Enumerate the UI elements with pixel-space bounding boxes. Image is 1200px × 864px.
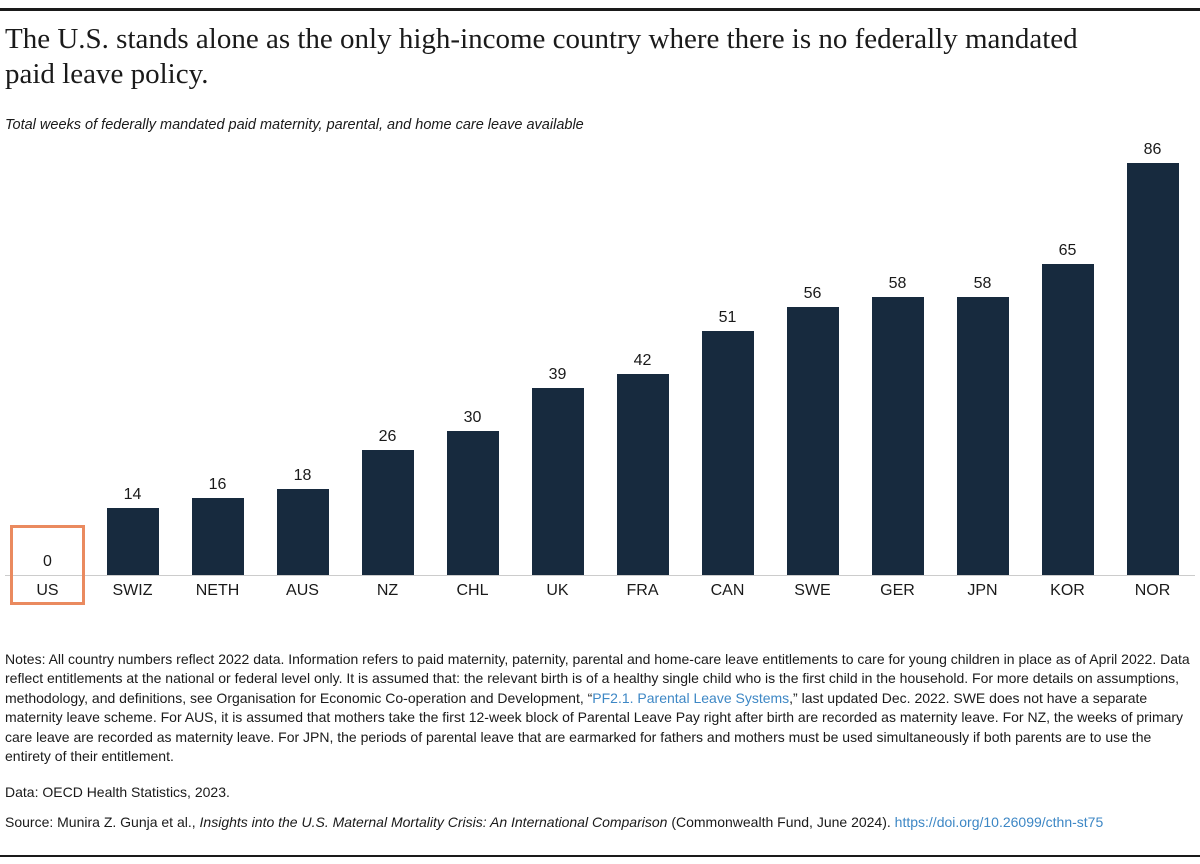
data-credit-line: Data: OECD Health Statistics, 2023. <box>5 783 230 800</box>
bar-value-label: 58 <box>888 274 907 292</box>
notes-text <box>5 650 1195 767</box>
category-label: NETH <box>195 581 240 599</box>
bar-column <box>515 365 600 575</box>
bar-value-label: 86 <box>1143 140 1162 158</box>
bar <box>957 297 1009 575</box>
bar-value-label: 56 <box>803 284 822 302</box>
bar <box>362 450 414 575</box>
source-publication-title: Insights into the U.S. Maternal Mortality Crisis: An International Comparison <box>199 813 668 830</box>
source-prefix: Source: Munira Z. Gunja et al., <box>5 813 200 830</box>
category-label: SWE <box>794 581 831 599</box>
bar-column <box>600 351 685 575</box>
chart-header <box>0 0 1200 133</box>
notes-prefix: Notes: All country numbers reflect 2022 data. Information refers to paid maternity, paternity, parental and home-care leave entitlements to care for young children in place as of April 2022. Data reflect entitlements at the national or federal level only. It is assumed that: the relevant birth is of a healthy single child who is the first child in the household. For more details on assumptions, methodology, and definitions, see Organisation for Economic Co-operation and Development, “ <box>5 650 1190 706</box>
category-label: KOR <box>1050 581 1085 599</box>
bar-value-label: 39 <box>548 365 567 383</box>
bar <box>1042 264 1094 575</box>
bar-column <box>430 408 515 575</box>
bar-value-label: 16 <box>208 475 227 493</box>
bar-value-label: 0 <box>43 552 52 570</box>
category-label: UK <box>546 581 569 599</box>
chart-subtitle: Total weeks of federally mandated paid maternity, parental, and home care leave available <box>5 116 584 133</box>
x-axis-labels <box>5 576 1195 600</box>
category-label: FRA <box>626 581 659 599</box>
bar-value-label: 26 <box>378 427 397 445</box>
bar-value-label: 51 <box>718 308 737 326</box>
source-suffix: (Commonwealth Fund, June 2024). <box>667 813 895 830</box>
us-highlight-box <box>10 525 85 605</box>
category-label: GER <box>880 581 915 599</box>
page-title: The U.S. stands alone as the only high-income country where there is no federally mandated paid leave policy. <box>5 23 1078 91</box>
bar <box>447 431 499 575</box>
source-line <box>5 814 1195 830</box>
bar <box>702 331 754 575</box>
bar-column <box>1110 140 1195 575</box>
category-label: US <box>36 581 59 599</box>
bar-column <box>260 466 345 575</box>
bar <box>277 489 329 575</box>
bar <box>107 508 159 575</box>
bar-value-label: 42 <box>633 351 652 369</box>
bar-column <box>175 475 260 575</box>
source-doi-link[interactable]: https://doi.org/10.26099/cthn-st75 <box>894 813 1104 830</box>
category-label: SWIZ <box>112 581 153 599</box>
bar <box>192 498 244 575</box>
category-label: JPN <box>967 581 998 599</box>
category-label: AUS <box>286 581 319 599</box>
bar <box>532 388 584 575</box>
bar-column <box>1025 241 1110 575</box>
category-label: CHL <box>456 581 489 599</box>
top-border-rule <box>0 8 1200 11</box>
bar-column <box>855 274 940 575</box>
bar-value-label: 18 <box>293 466 312 484</box>
bar-chart <box>0 141 1200 600</box>
category-label: NOR <box>1134 581 1171 599</box>
bar-column <box>90 485 175 575</box>
bar-value-label: 58 <box>973 274 992 292</box>
bottom-border-rule <box>0 855 1200 857</box>
bar <box>1127 163 1179 575</box>
plot-area <box>5 141 1195 576</box>
bar-column <box>685 308 770 575</box>
bar <box>617 374 669 575</box>
bar <box>872 297 924 575</box>
bar-column <box>940 274 1025 575</box>
notes-link[interactable]: PF2.1. Parental Leave Systems <box>592 689 790 706</box>
bar-value-label: 14 <box>123 485 142 503</box>
bar-column <box>345 427 430 575</box>
category-label: CAN <box>710 581 745 599</box>
notes-suffix: ,” last updated Dec. 2022. SWE does not have a separate maternity leave scheme. For AUS, it is assumed that mothers take the first 12-week block of Parental Leave Pay right after birth are recorded as maternity leave. For NZ, the weeks of primary care leave are recorded as maternity leave. For JPN, the periods of parental leave that are earmarked for fathers and mothers must be used simultaneously if both parents are to use the entirety of their entitlement. <box>5 689 1184 765</box>
bar-value-label: 65 <box>1058 241 1077 259</box>
category-label: NZ <box>376 581 399 599</box>
bar <box>787 307 839 575</box>
bar-column <box>770 284 855 575</box>
bar-value-label: 30 <box>463 408 482 426</box>
